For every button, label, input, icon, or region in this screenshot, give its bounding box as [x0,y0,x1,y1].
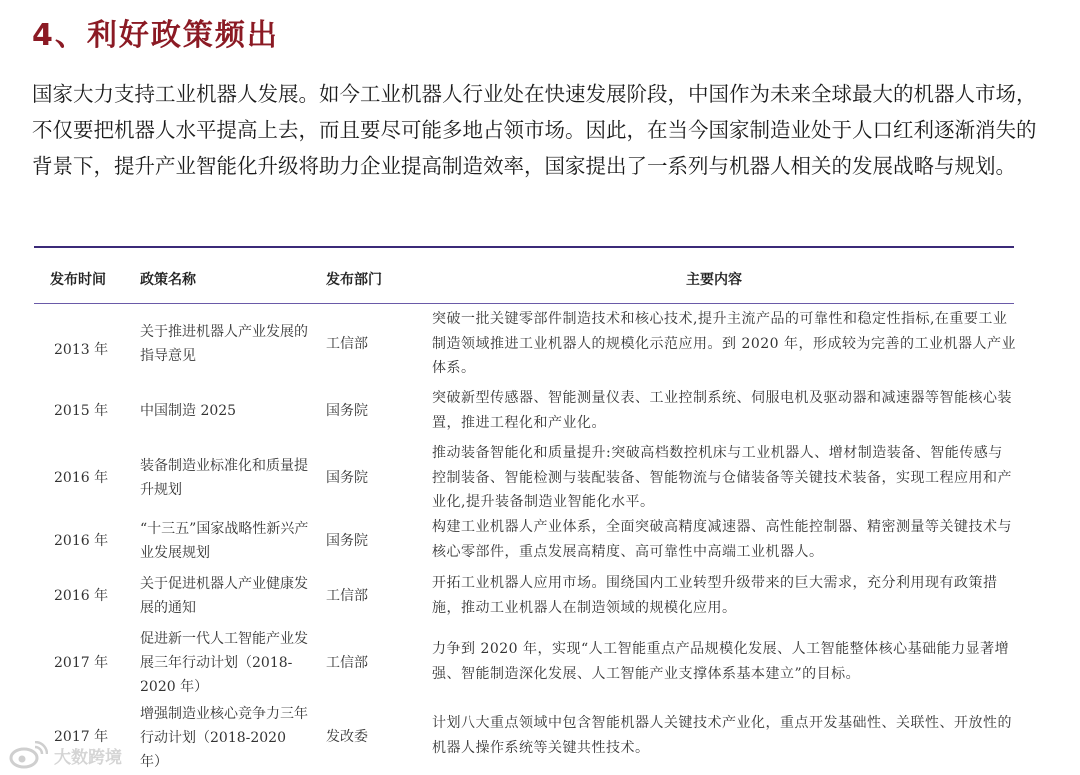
row-content: 构建工业机器人产业体系，全面突破高精度减速器、高性能控制器、精密测量等关键技术与核心零部件，重点发展高精度、高可靠性中高端工业机器人。 [432,519,1012,560]
row-content: 突破新型传感器、智能测量仪表、工业控制系统、伺服电机及驱动器和减速器等智能核心装置，推进工程化和产业化。 [432,390,1012,431]
row-policy-name: 增强制造业核心竞争力三年行动计划（2018-2020 年） [140,706,308,770]
row-year: 2013 年 [54,342,109,358]
row-year: 2016 年 [54,588,109,604]
row-department: 工信部 [326,336,368,352]
weibo-icon [8,741,48,769]
row-department: 国务院 [326,470,368,486]
row-department: 国务院 [326,533,368,549]
row-year: 2016 年 [54,533,109,549]
row-content: 力争到 2020 年，实现“人工智能重点产品规模化发展、人工智能整体核心基础能力显著增强、智能制造深化发展、人工智能产业支撑体系基本建立”的目标。 [432,641,1010,682]
row-policy-name: 关于促进机器人产业健康发展的通知 [140,576,308,616]
section-title: 4、利好政策频出 [32,18,279,53]
row-policy-name: 促进新一代人工智能产业发展三年行动计划（2018-2020 年） [140,631,308,695]
row-content: 突破一批关键零部件制造技术和核心技术,提升主流产品的可靠性和稳定性指标,在重要工业制造领域推进工业机器人的规模化示范应用。到 2020 年，形成较为完善的工业机器人产业体系。 [432,311,1017,376]
table-header-rule [34,303,1014,304]
row-year: 2017 年 [54,655,109,671]
row-policy-name: 关于推进机器人产业发展的指导意见 [140,324,308,364]
intro-paragraph: 国家大力支持工业机器人发展。如今工业机器人行业处在快速发展阶段，中国作为未来全球最大的机器人市场，不仅要把机器人水平提高上去，而且要尽可能多地占领市场。因此，在当今国家制造业处于人口红利逐渐消失的背景下，提升产业智能化升级将助力企业提高制造效率，国家提出了一系列与机器人相关的发展战略与规划。 [32,82,1037,178]
row-year: 2015 年 [54,403,109,419]
header-name: 政策名称 [140,272,196,288]
row-content: 开拓工业机器人应用市场。围绕国内工业转型升级带来的巨大需求，充分利用现有政策措施，推动工业机器人在制造领域的规模化应用。 [432,575,998,616]
row-department: 工信部 [326,655,368,671]
row-department: 发改委 [326,729,368,745]
row-content: 推动装备智能化和质量提升:突破高档数控机床与工业机器人、增材制造装备、智能传感与控制装备、智能检测与装配装备、智能物流与仓储装备等关键技术装备，实现工程应用和产业化,提升装备制造业智能化水平。 [432,445,1012,510]
watermark-text: 大数跨境 [54,747,122,768]
header-time: 发布时间 [50,272,106,288]
row-content: 计划八大重点领域中包含智能机器人关键技术产业化，重点开发基础性、关联性、开放性的机器人操作系统等关键共性技术。 [432,715,1012,756]
row-policy-name: 装备制造业标准化和质量提升规划 [140,458,308,498]
watermark [8,740,122,770]
row-department: 国务院 [326,403,368,419]
row-policy-name: 中国制造 2025 [140,403,237,419]
table-top-rule [34,246,1014,248]
header-dept: 发布部门 [326,272,382,288]
header-content: 主要内容 [686,272,742,288]
row-year: 2017 年 [54,729,109,745]
row-policy-name: “十三五”国家战略性新兴产业发展规划 [140,521,309,561]
row-year: 2016 年 [54,470,109,486]
row-department: 工信部 [326,588,368,604]
